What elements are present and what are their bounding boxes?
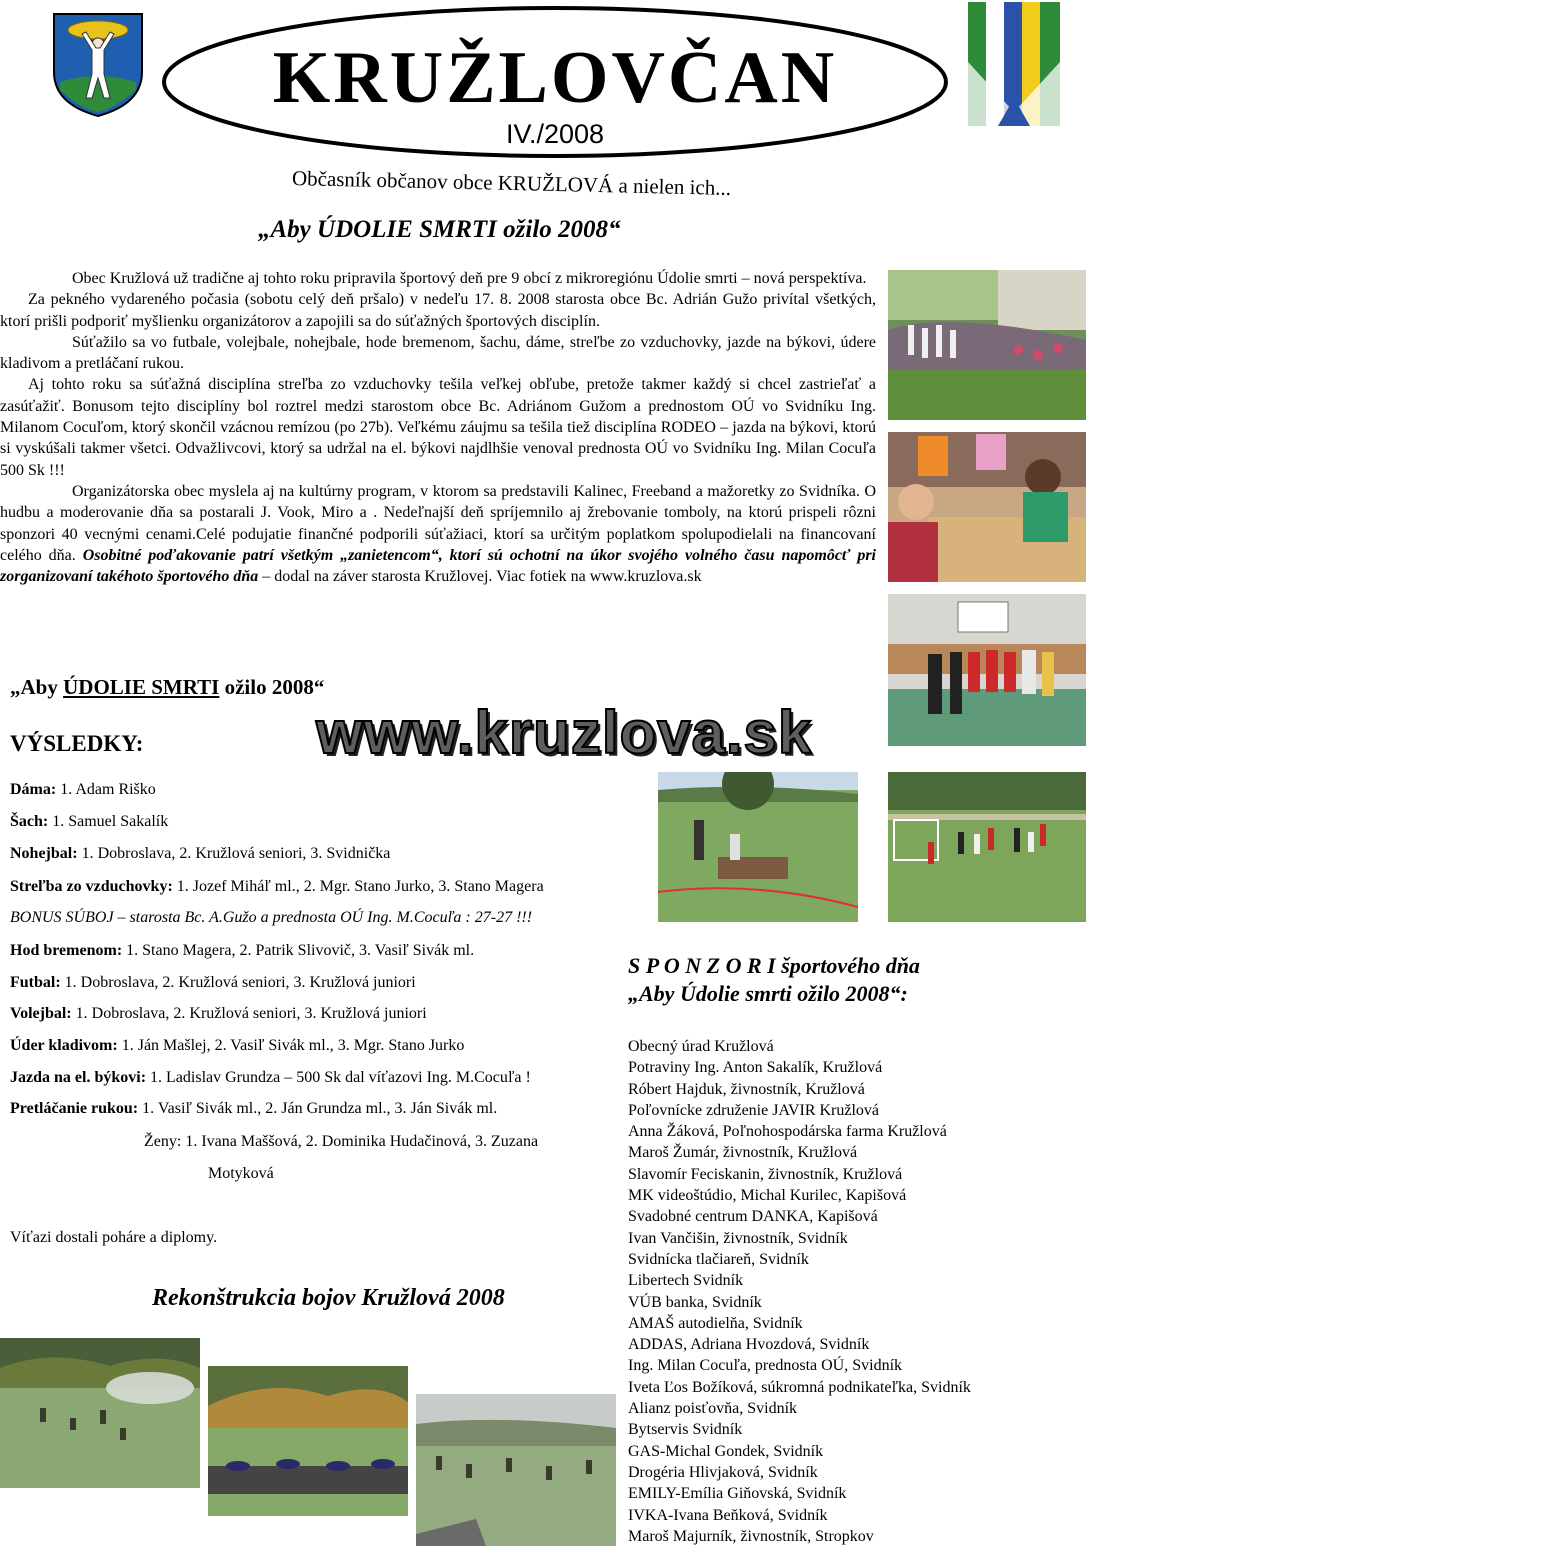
sponsors-heading: S P O N Z O R I športového dňa „Aby Údolie smrti ožilo 2008“: xyxy=(628,953,920,1006)
newspaper-subtitle: Občasník občanov obce KRUŽLOVÁ a nielen ich... xyxy=(291,166,732,200)
article-paragraph xyxy=(0,481,876,587)
photo-field-event xyxy=(658,772,858,922)
article-text: Organizátorska obec myslela aj na kultúrny program, v ktorom sa predstavili Kalinec, Freeband a mažoretky zo Svidníka. O hudbu a moderovanie dňa sa postarali J. Vook, Miro a . Nedeľnajší deň spríjemnilo aj žrebovanie tomboly, na ktorú prispeli rôzni sponzori 40 vecnými cenami.Celé podujatie finančné podporili súťažiaci, ktorí sa určitým poplatkom spolupodielali na financovaní celého dňa. xyxy=(0,482,876,564)
article-paragraph: Obec Kružlová už tradične aj tohto roku pripravila športový deň pre 9 obcí z mikroregiónu Údolie smrti – nová perspektíva. xyxy=(72,270,867,287)
results-heading-underlined: ÚDOLIE SMRTI xyxy=(63,675,220,699)
photo-soldiers-field xyxy=(416,1394,616,1546)
newspaper-title: KRUŽLOVČAN xyxy=(272,37,838,119)
photo-spectators xyxy=(208,1366,408,1516)
result-item: Streľba zo vzduchovky: 1. Jozef Miháľ ml., 2. Mgr. Stano Jurko, 3. Stano Magera xyxy=(10,878,544,895)
result-women: Ženy: 1. Ivana Maššová, 2. Dominika Hudačinová, 3. Zuzana xyxy=(144,1133,539,1150)
sponsor-item: Ivan Vančišin, živnostník, Svidník xyxy=(628,1229,848,1247)
result-item: Futbal: 1. Dobroslava, 2. Kružlová seniori, 3. Kružlová juniori xyxy=(10,974,416,991)
sponsor-item: GAS-Michal Gondek, Svidník xyxy=(628,1442,824,1460)
sponsor-item: Libertech Svidník xyxy=(628,1272,744,1290)
sponsor-item: Svadobné centrum DANKA, Kapišová xyxy=(628,1208,878,1226)
sponsor-item: Drogéria Hlivjaková, Svidník xyxy=(628,1463,818,1481)
sponsor-item: AMAŠ autodielňa, Svidník xyxy=(628,1314,803,1332)
result-item: Šach: 1. Samuel Sakalík xyxy=(10,813,169,830)
photo-team-gym xyxy=(888,594,1086,746)
photo-majorettes xyxy=(888,270,1086,420)
article-body xyxy=(0,268,876,587)
sponsor-item: ADDAS, Adriana Hvozdová, Svidník xyxy=(628,1336,870,1354)
result-item: Nohejbal: 1. Dobroslava, 2. Kružlová seniori, 3. Svidnička xyxy=(10,845,391,862)
photo-football xyxy=(888,772,1086,922)
issue-number: IV./2008 xyxy=(505,119,605,149)
sponsor-item: Poľovnícke združenie JAVIR Kružlová xyxy=(628,1101,880,1119)
result-item: Pretláčanie rukou: 1. Vasiľ Sivák ml., 2. Ján Grundza ml., 3. Ján Sivák ml. xyxy=(10,1100,498,1117)
result-item: Úder kladivom: 1. Ján Mašlej, 2. Vasiľ Sivák ml., 3. Mgr. Stano Jurko xyxy=(10,1037,465,1054)
sponsor-item: Anna Žáková, Poľnohospodárska farma Kružlová xyxy=(628,1123,947,1141)
sponsor-item: Maroš Majurník, živnostník, Stropkov xyxy=(628,1527,874,1545)
results-heading: „Aby ÚDOLIE SMRTI ožilo 2008“ xyxy=(10,675,325,699)
winners-note: Víťazi dostali poháre a diplomy. xyxy=(10,1229,218,1246)
result-women-cont: Motyková xyxy=(208,1165,274,1182)
sponsor-item: VÚB banka, Svidník xyxy=(628,1293,762,1311)
reconstruction-heading: Rekonštrukcia bojov Kružlová 2008 xyxy=(152,1285,505,1311)
sponsors-list xyxy=(628,1036,971,1547)
result-item: Dáma: 1. Adam Riško xyxy=(10,781,156,798)
article-paragraph: Aj tohto roku sa súťažná disciplína streľba zo vzduchovky tešila veľkej obľube, pretože takmer každý si chcel zastrieľať a zasúťažiť. Bonusom tejto disciplíny bol roztrel medzi starostom obce Bc. Adriánom Gužom a prednostom OÚ vo Svidníku Ing. Milanom Cocuľom, ktorý skončil vzácnou remízou (po 27b). Veľkému záujmu sa tešila tiež disciplína RODEO – jazda na býkovi, ktorú si vyskúšali takmer všetci. Odvažlivcovi, ktorý sa udržal na el. býkovi najdlhšie venoval prednosta OÚ vo Svidníku Ing. Milan Cocuľa 500 Sk !!! xyxy=(0,376,876,479)
website-banner[interactable]: www.kruzlova.sk xyxy=(316,699,813,766)
sponsor-item: Bytservis Svidník xyxy=(628,1421,743,1439)
sponsor-item: Obecný úrad Kružlová xyxy=(628,1038,774,1055)
sponsor-item: Iveta Ľos Božíková, súkromná podnikateľka, Svidník xyxy=(628,1378,971,1396)
sponsor-item: Alianz poisťovňa, Svidník xyxy=(628,1400,798,1418)
article-paragraph: Za pekného vydareného počasia (sobotu celý deň pršalo) v nedeľu 17. 8. 2008 starosta obce Bc. Adrián Gužo privítal všetkých, ktorí prišli podporiť myšlienku organizátorov a zapojili sa do súťažných športových disciplín. xyxy=(0,291,876,330)
article-heading: „Aby ÚDOLIE SMRTI ožilo 2008“ xyxy=(258,216,621,243)
coat-of-arms-icon xyxy=(52,12,144,118)
result-bonus: BONUS SÚBOJ – starosta Bc. A.Gužo a prednosta OÚ Ing. M.Cocuľa : 27-27 !!! xyxy=(10,909,533,926)
sponsor-item: Svidnícka tlačiareň, Svidník xyxy=(628,1250,809,1268)
photo-arm-wrestling xyxy=(888,432,1086,582)
photo-battle-smoke xyxy=(0,1338,200,1488)
sponsor-item: IVKA-Ivana Beňková, Svidník xyxy=(628,1506,828,1524)
sponsor-item: Ing. Milan Cocuľa, prednosta OÚ, Svidník xyxy=(628,1357,903,1375)
result-item: Volejbal: 1. Dobroslava, 2. Kružlová seniori, 3. Kružlová juniori xyxy=(10,1005,427,1022)
sponsor-item: MK videoštúdio, Michal Kurilec, Kapišová xyxy=(628,1187,907,1205)
sponsor-item: Maroš Žumár, živnostník, Kružlová xyxy=(628,1144,858,1162)
village-flag-icon xyxy=(968,2,1060,126)
article-closing: – dodal na záver starosta Kružlovej. Viac fotiek na www.kruzlova.sk xyxy=(262,568,702,586)
article-thanks: Osobitné poďakovanie patrí všetkým „zanietencom“, ktorí sú ochotní na úkor svojého volného času napomôcť pri zorganizovaní takéhoto športového dňa xyxy=(0,546,876,586)
article-paragraph: Súťažilo sa vo futbale, volejbale, nohejbale, hode bremenom, šachu, dáme, streľbe zo vzduchovky, jazde na býkovi, údere kladivom a pretláčaní rukou. xyxy=(0,333,876,373)
results-subheading: VÝSLEDKY: xyxy=(10,731,144,756)
sponsor-item: EMILY-Emília Giňovská, Svidník xyxy=(628,1485,847,1503)
result-item: Jazda na el. býkovi: 1. Ladislav Grundza – 500 Sk dal víťazovi Ing. M.Cocuľa ! xyxy=(10,1069,531,1086)
sponsor-item: Slavomír Feciskanin, živnostník, Kružlová xyxy=(628,1165,903,1183)
sponsor-item: Róbert Hajduk, živnostník, Kružlová xyxy=(628,1080,865,1098)
sponsor-item: Potraviny Ing. Anton Sakalík, Kružlová xyxy=(628,1059,883,1077)
result-item: Hod bremenom: 1. Stano Magera, 2. Patrik Slivovič, 3. Vasiľ Sivák ml. xyxy=(10,942,475,959)
